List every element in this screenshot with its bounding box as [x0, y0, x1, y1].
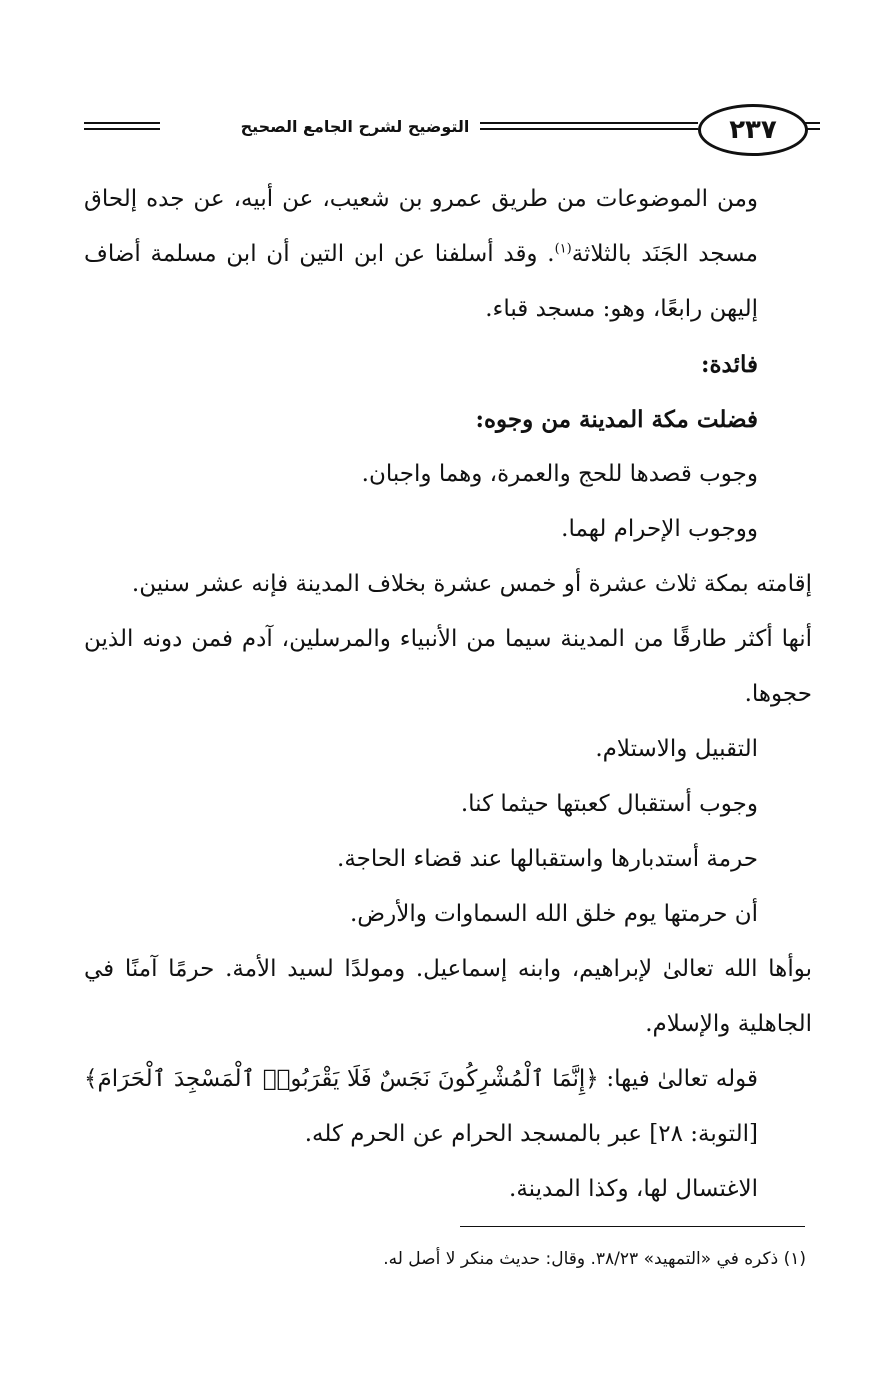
list-item: وجوب قصدها للحج والعمرة، وهما واجبان.	[361, 461, 758, 487]
page-number: ٢٣٧	[698, 104, 808, 156]
list-item: الاغتسال لها، وكذا المدينة.	[509, 1176, 758, 1202]
main-text	[84, 172, 812, 1217]
paragraph-text: ومن الموضوعات من طريق عمرو بن شعيب، عن أبيه، عن جده إلحاق مسجد الجَنَد بالثلاثة	[84, 186, 758, 267]
footnote-separator	[460, 1226, 805, 1227]
running-title: التوضيح لشرح الجامع الصحيح	[230, 116, 480, 138]
list-item: حرمة أستدبارها واستقبالها عند قضاء الحاجة.	[337, 846, 758, 872]
paragraph-text: . وقد أسلفنا عن ابن التين أن ابن مسلمة أضاف إليهن رابعًا، وهو: مسجد قباء.	[84, 241, 758, 322]
paragraph	[84, 172, 812, 337]
list-item: التقبيل والاستلام.	[595, 736, 758, 762]
footnote-reference: (١)	[554, 241, 572, 257]
list-item: ووجوب الإحرام لهما.	[561, 516, 758, 542]
list-item: وجوب أستقبال كعبتها حيثما كنا.	[460, 791, 758, 817]
list-item: إقامته بمكة ثلاث عشرة أو خمس عشرة بخلاف المدينة فإنه عشر سنين.	[131, 571, 812, 597]
footnote: (١) ذكره في «التمهيد» ٣٨/٢٣. وقال: حديث منكر لا أصل له.	[383, 1249, 806, 1269]
header-rule-left	[84, 128, 160, 130]
list-item: بوأها الله تعالىٰ لإبراهيم، وابنه إسماعيل. ومولدًا لسيد الأمة. حرمًا آمنًا في الجاهلية والإسلام.	[84, 956, 812, 1037]
list-item: أنها أكثر طارقًا من المدينة سيما من الأنبياء والمرسلين، آدم فمن دونه الذين حجوها.	[84, 626, 812, 707]
header-rule-left	[84, 122, 160, 124]
page-header	[80, 96, 820, 160]
list-item: قوله تعالىٰ فيها: ﴿إِنَّمَا ٱلْمُشْرِكُونَ نَجَسٌ فَلَا يَقْرَبُوا۟ ٱلْمَسْجِدَ ٱلْحَرَامَ﴾ [التوبة: ٢٨] عبر بالمسجد الحرام عن الحرم كله.	[84, 1066, 758, 1147]
section-heading: فائدة:	[700, 351, 758, 378]
list-item: أن حرمتها يوم خلق الله السماوات والأرض.	[349, 901, 758, 927]
section-heading: فضلت مكة المدينة من وجوه:	[475, 406, 758, 433]
